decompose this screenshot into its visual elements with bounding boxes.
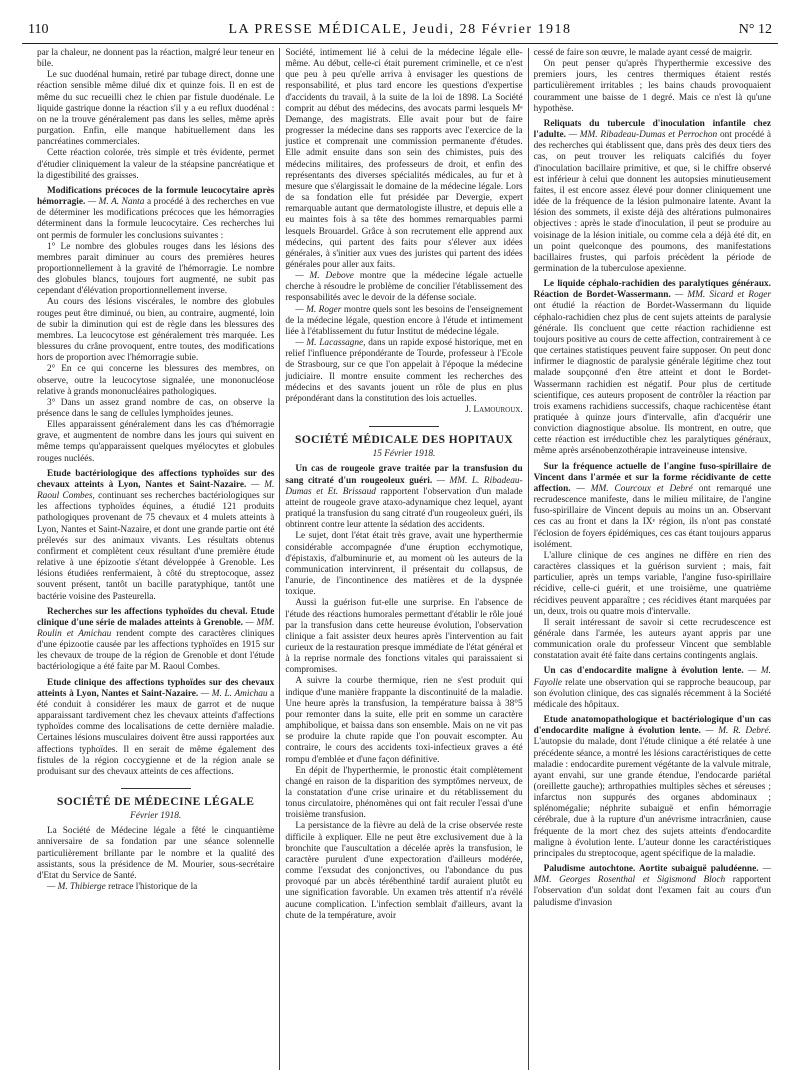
section-date: 15 Février 1918. [372, 449, 436, 460]
article-entry [37, 882, 274, 893]
article-author: — M. L. Amichau [200, 688, 268, 699]
paragraph: Cette réaction colorée, très simple et très évidente, permet d'étudier cliniquement la valeur de la stéapsine pancréatique et la digestibilité des graisses. [37, 148, 275, 181]
paragraph: La persistance de la fièvre au delà de la crise observée reste difficile à expliquer. Elle ne peut être exclusivement due à la bronchite que l'auscultation a décelée après la transfusion, le caractère purulent d'une expectoration d'ailleurs modérée, comme l'exsudat des conjonctives, ou l'abondance du pus provoqué par un abcès térébenthiné tardif auraient plutôt eu une signification favorable. Un examen très attentif n'a révélé aucune complication. L'infection semblait d'ailleurs, avant la chute de la température, avoir [285, 821, 523, 921]
article-text: montre quels sont les besoins de l'enseignement de la médecine légale, question encore à l'étude et intimement liée à l'établissement du futur Institut de médecine légale. [285, 304, 523, 337]
journal-title: LA PRESSE MÉDICALE, Jeudi, 28 Février 1918 [228, 22, 572, 37]
article-author: — MM. Roulin et Amichau [37, 617, 275, 639]
article-author: — MM. Courcoux et Debré [576, 483, 693, 494]
article-entry [534, 279, 771, 458]
article-entry [285, 305, 522, 338]
column-3 [528, 48, 776, 1070]
article-text: a procédé à des recherches en vue de déterminer les modifications précoces que les hémorragies déterminent dans la formule leucocytaire. Ces recherches lui ont permis de formuler les conclusions suivantes : [37, 197, 275, 241]
page-number: 110 [28, 22, 49, 37]
column-2 [279, 48, 527, 1070]
paragraph: Elles apparaissent généralement dans les cas d'hémorragie grave, et augmentent de nombre dans les jours qui suivent en même temps qu'apparaissent quelques myélocytes et globules rouges nucléés. [37, 420, 275, 464]
article-author: — M. Roger [295, 304, 342, 315]
column-1 [32, 48, 279, 1070]
section-divider [369, 426, 439, 427]
article-heading: Paludisme autochtone. Aortite subaiguë paludéenne. [543, 864, 759, 875]
article-heading: Le liquide céphalo-rachidien des paralytiques généraux. Réaction de Bordet-Wassermann. [533, 279, 771, 301]
paragraph: par la chaleur, ne donnent pas la réaction, malgré leur teneur en bile. [37, 48, 275, 70]
article-entry [37, 186, 274, 242]
article-heading: Etude clinique des affections typhoïdes sur des chevaux atteints à Lyon, Nantes et Saint-Nazaire. [37, 677, 275, 699]
section-title: SOCIÉTÉ DE MÉDECINE LÉGALE [57, 796, 255, 808]
article-author: — M. R. Debré. [705, 726, 771, 737]
article-author: — M. Thibierge [47, 882, 106, 893]
article-entry [285, 464, 522, 531]
article-heading: Reliquats du tubercule d'inoculation infantile chez l'adulte. [533, 118, 771, 141]
paragraph: L'allure clinique de ces angines ne diffère en rien des caractères classiques et la guérison survient ; mais, fait particulier, après un temps variable, l'angine fuso-spirillaire récidive, celle-ci guérit, et une troisième, une quatrième récidives peuvent apparaître ; ces récidives étant marquées par un, deux, trois ou quatre mois d'intervalle. [533, 550, 771, 617]
article-author: — M. Raoul Combes, [37, 479, 275, 502]
paragraph: cessé de faire son œuvre, le malade ayant cessé de maigrir. [533, 48, 753, 58]
paragraph: Il serait intéressant de savoir si cette recrudescence est générale dans l'armée, les auteurs ayant appris par une communication orale du professeur Vincent que semblable constatation avait été faite dans certains contingents anglais. [533, 617, 771, 662]
article-text: a été conduit à considérer les maux de garrot et de nuque apparaissant tardivement chez les chevaux atteints d'affections typhoïdes comme des localisations de cette dernière maladie. Certaines lésions musculaires doivent être aussi rapportées aux affections typhoïdes. Il en serait de même également des fistules de la région coccygienne et de la région anale se produisant sur des chevaux atteints de ces affections. [37, 688, 275, 777]
page-header [22, 22, 778, 40]
paragraph: 2° En ce qui concerne les blessures des membres, on observe, outre la leucocytose signalée, une mononucléose relative à grands mononucléaires pathologiques. [37, 364, 275, 397]
article-text: retrace l'historique de la [108, 882, 198, 893]
text-columns [32, 48, 776, 1070]
paragraph: La Société de Médecine légale a fêté le cinquantième anniversaire de sa fondation par une séance solennelle particulièrement brillante par le nombre et la qualité des assistants, sous la présidence de M. Mourier, sous-secrétaire d'Etat du Service de Santé. [37, 826, 275, 881]
article-entry [534, 119, 771, 275]
article-text: ont procédé à des recherches qui établissent que, dans près des deux tiers des cas, on peut trouver les reliquats calcifiés du foyer d'inoculation bacillaire primitive, et que, si le chiffre observé est inférieur à celui que donnent les autopsies minutieusement faites, il est encore assez élevé pour donner cliniquement une idée de la fréquence de la lésion pulmonaire latente. Avant la lésion des sommets, il existe déjà des altérations pulmonaires objectives : après le stade d'inoculation, il peut se produire au voisinage de la lésion initiale, ou comme cela a déjà été dit, en un point quelconque des poumons, des manifestations bacillaires frustes, qui parfois précèdent la période de germination de la tuberculose apexienne. [533, 130, 771, 274]
article-heading: Etude anatomopathologique et bactériologique d'un cas d'endocardite maligne à évolution lente. [533, 715, 771, 737]
article-entry [37, 469, 274, 603]
article-heading: Sur la fréquence actuelle de l'angine fuso-spirillaire de Vincent dans l'armée et sur la forme récidivante de cette affection. [533, 461, 771, 494]
article-heading: Modifications précoces de la formule leucocytaire après hémorragie. [37, 185, 275, 208]
article-text: relate une observation qui se rapproche beaucoup, par son évolution clinique, des cas signalés récemment à la Société médicale des hôpitaux. [533, 677, 771, 710]
article-heading: Recherches sur les affections typhoïdes du cheval. Etude clinique d'une série de malades atteints à Grenoble. [37, 606, 275, 628]
article-text: montre que la médecine légale actuelle cherche à résoudre le problème de concilier l'établissement des responsabilités avec le devoir de la défense sociale. [285, 271, 523, 304]
paragraph: Le suc duodénal humain, retiré par tubage direct, donne une réaction sensible même dilué dix et quinze fois. Il en est de même du suc recueilli chez le chien par fistule duodénale. Le liquide gastrique donne la réaction s'il y a eu reflux duodénal : on ne la trouve généralement pas dans les selles, même après purgation. Enfin, elle manque habituellement dans les pancréatines commerciales. [37, 70, 275, 148]
paragraph: Au cours des lésions viscérales, le nombre des globules rouges peut être diminué, ou bien, au contraire, augmenté, loin de subir la diminution qui est de règle dans les blessures des membres. La leucocytose est généralement très marquée. Les blessures du crâne provoquent, entre toutes, des modifications hors de proportion avec l'hémorragie subie. [37, 297, 275, 364]
paragraph: 3° Dans un assez grand nombre de cas, on observe la présence dans le sang de cellules lymphoïdes jeunes. [37, 397, 275, 419]
article-text: continuant ses recherches bactériologiques sur les affections typhoïdes équines, a étudié 121 produits pathologiques provenant de 75 chevaux et 4 mulets atteints à Lyon, Nantes et Saint-Nazaire, et dont une grande partie ont été prélevés sur des animaux vivants. Les résultats obtenus confirment et complètent ceux résultant d'une première étude relative à une épizootie s'étant développée à Grenoble. Les lésions étudiées renfermaient, à côté du streptocoque, assez souvent présent, tantôt un bacille paratyphique, tantôt une bactérie voisine des Pasteurella. [37, 491, 275, 602]
section-divider [121, 788, 191, 789]
article-entry [285, 338, 522, 405]
article-entry [534, 715, 771, 860]
article-text: rendent compte des caractères cliniques d'une épizootie causée par les affections typhoïdes en 1915 sur les chevaux de troupe de la région de Grenoble et dont l'étude bactériologique a été faite par M. Raoul Combes. [37, 628, 275, 673]
article-text: rapportent l'observation d'un soldat dont l'examen fait au cours d'un paludisme d'invasion [533, 875, 771, 908]
article-heading: Un cas d'endocardite maligne à évolution lente. [543, 666, 744, 677]
article-entry [285, 271, 522, 304]
article-author: — M. A. Nanta [87, 197, 145, 208]
article-author: — MM. Ribadeau-Dumas et Perrochon [568, 130, 718, 141]
article-entry [534, 864, 771, 909]
article-text: ont étudié la réaction de Bordet-Wassermann du liquide céphalo-rachidien chez plus de cent sujets atteints de paralysie générale. Ils concluent que cette réaction rachidienne est toujours positive au cours de cette affection, contrairement à ce que certaines statistiques peuvent faire supposer. On peut donc infirmer le diagnostic de paralysie générale légitime chez tout malade soupçonné d'en être atteint et dont le Bordet-Wassermann rachidien est négatif. Pour plus de certitude scientifique, ces auteurs proposent de contrôler la réaction par trois examens rachidiens successifs, chaque rachicentèse étant pratiquée à quinze jours d'intervalle, afin d'acquérir une conviction diagnostique absolue. Ils montrent, en outre, que cette réaction est irréductible chez les paralytiques généraux, même après arsénobenzothérapie intraveineuse intensive. [533, 301, 771, 457]
section-date: Février 1918. [130, 811, 182, 822]
article-text: ont remarqué une recrudescence manifeste, dans le milieu militaire, de l'angine fuso-spirillaire de Vincent depuis au moins un an. Observant ces cas au front et dans la IXᵉ région, ils n'ont pas constaté l'éclosion de foyers épidémiques, ces cas étant toujours apparus isolément. [533, 483, 772, 550]
article-heading: Etude bactériologique des affections typhoïdes sur des chevaux atteints à Lyon, Nantes et Saint-Nazaire. [37, 468, 275, 490]
article-entry [534, 666, 771, 711]
article-author: — MM. Georges Rosenthal et Sigismond Bloch [533, 864, 771, 886]
issue-number: N° 12 [738, 22, 772, 37]
article-entry [37, 607, 274, 674]
article-author: — M. Fayolle [533, 666, 771, 688]
article-text: rapportent l'observation d'un malade atteint de rougeole grave ataxo-adynamique chez lequel, ayant pratiqué la transfusion du sang citraté d'un rougeoleux guéri, ils obtinrent contre leur attente la sédation des accidents. [285, 486, 523, 531]
article-text: dans un rapide exposé historique, met en relief l'influence prépondérante de Tourde, professeur à l'Ecole de Strasbourg, sur ce que l'on appelait à l'époque la médecine judiciaire. Il montre ensuite comment les recherches des médecins et des savants jouent un rôle de plus en plus prépondérant dans la constitution des lois actuelles. [285, 338, 523, 404]
article-author: — M. Debove [295, 271, 354, 282]
article-author: — M. Lacassagne, [295, 338, 366, 349]
paragraph: Le sujet, dont l'état était très grave, avait une hyperthermie considérable accompagnée d'une éruption ecchymotique, d'épistaxis, d'albuminurie et, au moment où les auteurs de la communication intervinrent, il présentait du collapsus, de l'anurie, de l'incontinence des matières et de la dyspnée toxique. [285, 531, 523, 598]
article-heading: Un cas de rougeole grave traitée par la transfusion du sang citraté d'un rougeoleux guéri. [285, 464, 523, 486]
article-entry [534, 462, 771, 551]
article-entry [37, 678, 274, 778]
paragraph: A suivre la courbe thermique, rien ne s'est produit qui indique d'une manière frappante la discontinuité de la maladie. Une heure après la transfusion, la température baissa à 38°5 pour remonter dans la suite, elle prit en somme un caractère amphibolique, et baissa dans son ensemble. Mais on ne vit pas se produire la chute rapide que l'on pouvait escompter. Au contraire, le cours des accidents toxi-infectieux graves a été rompu d'emblée et d'une façon définitive. [285, 676, 523, 765]
paragraph: Aussi la guérison fut-elle une surprise. En l'absence de l'étude des réactions humorales permettant d'établir le rôle joué par la transfusion dans cette heureuse évolution, l'observation clinique a fait assister deux heures après l'intervention au fait curieux de la restauration presque immédiate de l'état général et à la reprise normale des fonctions vitales qui paraissaient si compromises. [285, 598, 523, 676]
paragraph: 1° Le nombre des globules rouges dans les lésions des membres parait diminuer au cours des premières heures proportionnellement à la gravité de l'hémorragie. Le nombre des globules blancs, toujours fort augmenté, ne subit pas cependant d'élévation proportionnellement inverse. [37, 241, 275, 297]
paragraph: En dépit de l'hyperthermie, le pronostic était complètement changé en raison de la disparition des symptômes nerveux, de la constatation d'une crise urinaire et du rétablissement du tonus circulatoire, phénomènes qui ont fait reculer l'essai d'une troisième transfusion. [285, 765, 523, 821]
article-author: — MM. L. Ribadeau-Dumas et Et. Brissaud [285, 475, 523, 497]
article-text: L'autopsie du malade, dont l'étude clinique a été relatée à une précédente séance, a montré les lésions caractéristiques de cette maladie : endocardite purement végétante de la valvule mitrale, ayant envahi, sur une grande étendue, l'endocarde pariétal (oreillette gauche); arthropathies multiples sèches et séreuses ; infarctus non suppurés des organes abdominaux ; splénomégalie; néphrite subaiguë et enfin hémorragie cérébrale, due à la rupture d'un anévrisme intracrânien, cause fréquente de la mort chez des sujets atteints d'endocardite maligne à évolution lente. L'auteur donne les caractéristiques principales du streptocoque, agent spécifique de la maladie. [533, 737, 771, 859]
paragraph: Société, intimement lié à celui de la médecine légale elle-même. Au début, celle-ci était purement criminelle, et ce n'est que peu à peu qu'elle arriva à envisager les questions de responsabilité, et plus tard encore les questions d'expertise d'accidents du travail, à la suite de la loi de 1898. La Société comprit au début des médecins, des avocats parmi lesquels Mᵉ Demange, des magistrats. Elle avait pour but de faire progresser la médecine dans ses rapports avec l'exercice de la justice et comprenait une commission permanente d'études. Elle admit ensuite dans son sein des chimistes, puis des médecins militaires, des professeurs de droit, et enfin des représentants des diverses spécialités médicales, au fur et à mesure que s'élargissait le domaine de la médecine légale. Lors de sa fondation elle fut présidée par Devergie, expert remarquable autant que dermatologiste illustre, et depuis elle a eu maintes fois à sa tête des hommes remarquables parmi lesquels Brouardel. Grâce à son recrutement elle apprend aux médecins, qui partent des faits pour s'élever aux idées générales, à s'initier aux vues des juristes qui partent des idées générales pour aller aux faits. [285, 48, 523, 270]
section-title: SOCIÉTÉ MÉDICALE DES HOPITAUX [294, 434, 514, 447]
article-author: — MM. Sicard et Roger [674, 290, 771, 301]
signature: J. Lamouroux. [465, 405, 523, 415]
paragraph: On peut penser qu'après l'hyperthermie excessive des premiers jours, les centres thermiques étaient restés particulièrement irritables ; les bains chauds provoquaient couramment une baisse de 1 degré. Mais ce n'est là qu'une hypothèse. [533, 59, 771, 114]
header-rule [22, 43, 778, 44]
